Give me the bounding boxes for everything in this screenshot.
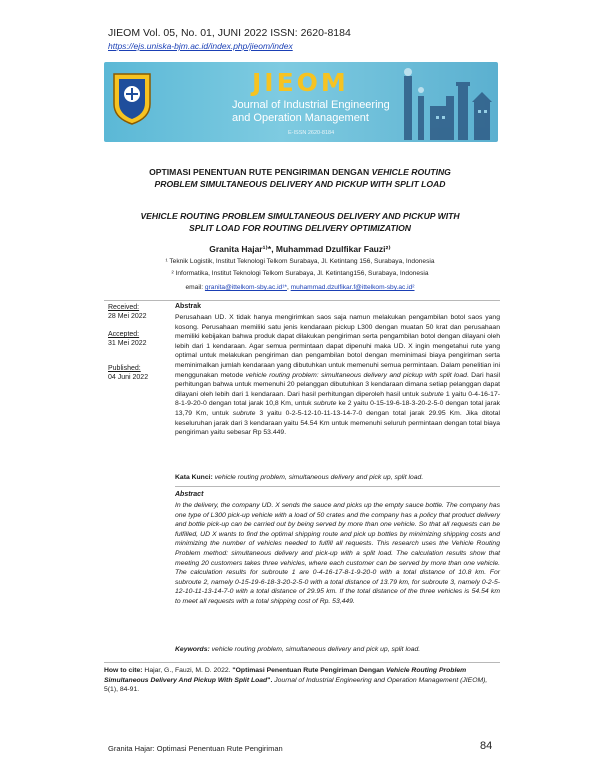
cite-volume: 5(1), 84-91. bbox=[104, 686, 140, 694]
cite-title-italic: Vehicle Routing Problem Simultaneous Delivery And Pickup With Split Load bbox=[104, 667, 467, 684]
affiliation-1: ¹ Teknik Logistik, Institut Teknologi Telkom Surabaya, Jl. Ketintang 156, Surabaya, Indonesia bbox=[165, 258, 435, 265]
title-id-line2: PROBLEM SIMULTANEOUS DELIVERY AND PICKUP WITH SPLIT LOAD bbox=[154, 179, 446, 189]
email-label: email: bbox=[185, 284, 205, 291]
author-emails bbox=[100, 284, 500, 291]
divider-top bbox=[104, 300, 500, 301]
journal-banner bbox=[104, 62, 498, 142]
abstrak-p4: ke 2 yaitu 0-15-19-6-18-3-20-2-5-0 dengan total jarak 13,79 Km, untuk bbox=[175, 400, 501, 417]
received-label: Received: bbox=[108, 304, 140, 311]
abstrak-p2: . Dari hasil perhitungan bahwa untuk memenuhi 20 pelanggan dibutuhkan 3 kendaraan dimana setiap pelanggan dapat dilayani oleh lebih dari 1 kendaraan. Dari hasil perhitungan diperoleh hasil untuk bbox=[175, 371, 500, 398]
journal-url-link[interactable]: https://ejs.uniska-bjm.ac.id/index.php/jieom/index bbox=[108, 41, 293, 51]
email-link-2[interactable]: muhammad.dzulfikar.f@ittelkom-sby.ac.id² bbox=[290, 284, 415, 291]
abstrak-method: vehicle routing problem: simultaneous delivery and pickup with split load bbox=[245, 371, 467, 379]
received-date: 28 Mei 2022 bbox=[108, 313, 147, 320]
cite-journal: Journal of Industrial Engineering and Operation Management (JIEOM), bbox=[272, 676, 488, 684]
journal-issue-line: JIEOM Vol. 05, No. 01, JUNI 2022 ISSN: 2620-8184 bbox=[108, 27, 351, 39]
accepted-label: Accepted: bbox=[108, 331, 140, 338]
abstrak-subrute-3: subrute bbox=[232, 409, 256, 417]
affiliation-2: ² Informatika, Institut Teknologi Telkom Surabaya, Jl. Ketintang156, Surabaya, Indonesia bbox=[171, 270, 429, 277]
abstrak-body bbox=[175, 313, 500, 438]
abstrak-p1: Perusahaan UD. X tidak hanya mengirimkan saos saja namun melakukan pengambilan botol saos yang kosong. Perusahaan memiliki satu jenis kendaraan pickup L300 dengan muatan 50 krat dan perusahaan memiliki kebijakan bahwa produk dapat dilakukan pengiriman serta pengambilan botol dengan dilayani oleh lebih dari 1 kendaraan. Agar semua permintaan dapat dipenuhi maka UD. X ingin mengetahui rute yang optimal untuk melakukan pengiriman dan pengambilan botol dengan meminimasi biaya pengiriman serta meminimalkan jumlah kendaraan yang dibutuhkan untuk memenuhi semua permintaan. Dalam penelitian ini menggunakan metode bbox=[175, 314, 500, 379]
kata-kunci bbox=[175, 474, 423, 481]
published-block bbox=[108, 364, 168, 382]
cite-title-end: ". bbox=[267, 676, 273, 684]
received-block bbox=[108, 303, 168, 321]
how-to-cite bbox=[104, 666, 500, 695]
accepted-block bbox=[108, 330, 168, 348]
cite-authors: Hajar, G., Fauzi, M. D. 2022. bbox=[142, 667, 233, 674]
banner-issn: E-ISSN 2620-8184 bbox=[288, 130, 335, 136]
running-footer: Granita Hajar: Optimasi Penentuan Rute Pengiriman bbox=[108, 744, 283, 753]
kata-kunci-text: vehicle routing problem, simultaneous delivery and pick up, split load. bbox=[212, 474, 424, 481]
keywords-label: Keywords: bbox=[175, 646, 210, 653]
email-link-1[interactable]: granita@ittelkom-sby.ac.id¹* bbox=[204, 284, 287, 291]
banner-subtitle-2: and Operation Management bbox=[232, 112, 369, 124]
title-id-line1-italic: VEHICLE ROUTING bbox=[371, 167, 451, 177]
keywords bbox=[175, 646, 420, 653]
abstrak-heading: Abstrak bbox=[175, 303, 202, 310]
abstrak-p3: 1 yaitu 0-4-16-17-8-1-9-20-0 dengan total jarak 10,8 Km, untuk bbox=[175, 390, 500, 408]
divider-bottom bbox=[104, 662, 500, 663]
industrial-plant-icon bbox=[396, 66, 496, 140]
abstrak-subrute-1: subrute bbox=[421, 390, 444, 398]
authors: Granita Hajar¹⁾*, Muhammad Dzulfikar Fauzi²⁾ bbox=[209, 244, 391, 254]
email-separator: , bbox=[286, 284, 291, 291]
cite-label: How to cite: bbox=[104, 667, 143, 674]
banner-title: JIEOM bbox=[252, 68, 349, 97]
keywords-text: vehicle routing problem, simultaneous delivery and pick up, split load. bbox=[209, 646, 421, 653]
abstract-body: In the delivery, the company UD. X sends the sauce and picks up the empty sauce bottle. The company has one type of L300 pick-up vehicle with a load of 50 crates and the company has a policy that product delivery and bottle pick-up can be carried out by being served by more than one vehicle. So that all requests can be fulfilled, UD X wants to find the optimal shipping route and pick up bottles by minimizing shipping costs and minimizing the number of vehicles needed to fulfill all requests. This research uses the Vehicle Routing Problem method: simultaneous delivery and pick-up with a split load. The calculation results show that meeting 20 customers takes three vehicles, where each customer can be served by more than one vehicle. The calculation results for subroute 1 are 0-4-16-17-8-1-9-20-0 with a total distance of 10.8 km. For subroute 2, namely 0-15-19-6-18-3-20-2-5-0 with a total distance of 13.79 km, for subroute 3, namely 0-2-5-12-10-11-13-14-7-0 with a total distance of 29.95 km. If the total distance of the three vehicles is 54.54 km to meet all requests with a total shipping cost of Rp. 53,449. bbox=[175, 502, 500, 605]
divider-mid bbox=[175, 486, 500, 487]
abstract-heading: Abstract bbox=[175, 491, 204, 498]
abstrak-subrute-2: subrute bbox=[313, 400, 337, 408]
published-date: 04 Juni 2022 bbox=[108, 374, 149, 381]
title-id-line1: OPTIMASI PENENTUAN RUTE PENGIRIMAN DENGAN bbox=[149, 167, 372, 177]
cite-title-start: "Optimasi Penentuan Rute Pengiriman Dengan bbox=[232, 667, 386, 674]
banner-subtitle-1: Journal of Industrial Engineering bbox=[232, 99, 390, 111]
kata-kunci-label: Kata Kunci: bbox=[175, 474, 213, 481]
title-indonesian bbox=[100, 166, 500, 190]
page-number: 84 bbox=[480, 740, 493, 752]
title-en-line2: SPLIT LOAD FOR ROUTING DELIVERY OPTIMIZATION bbox=[188, 223, 411, 233]
accepted-date: 31 Mei 2022 bbox=[108, 340, 147, 347]
university-seal-icon bbox=[110, 70, 154, 126]
published-label: Published: bbox=[108, 365, 141, 372]
title-english bbox=[100, 210, 500, 234]
title-en-line1: VEHICLE ROUTING PROBLEM SIMULTANEOUS DELIVERY AND PICKUP WITH bbox=[140, 211, 460, 221]
abstrak-p5: 3 yaitu 0-2-5-12-10-11-13-14-7-0 dengan total jarak 29.95 Km. Jika ditotal keseluruhan jarak dari 3 kendaraan yaitu 54.54 Km untuk memenuhi seluruh permintaan dengan total biaya pengiriman yaitu sebesar Rp 53.449. bbox=[175, 409, 500, 437]
